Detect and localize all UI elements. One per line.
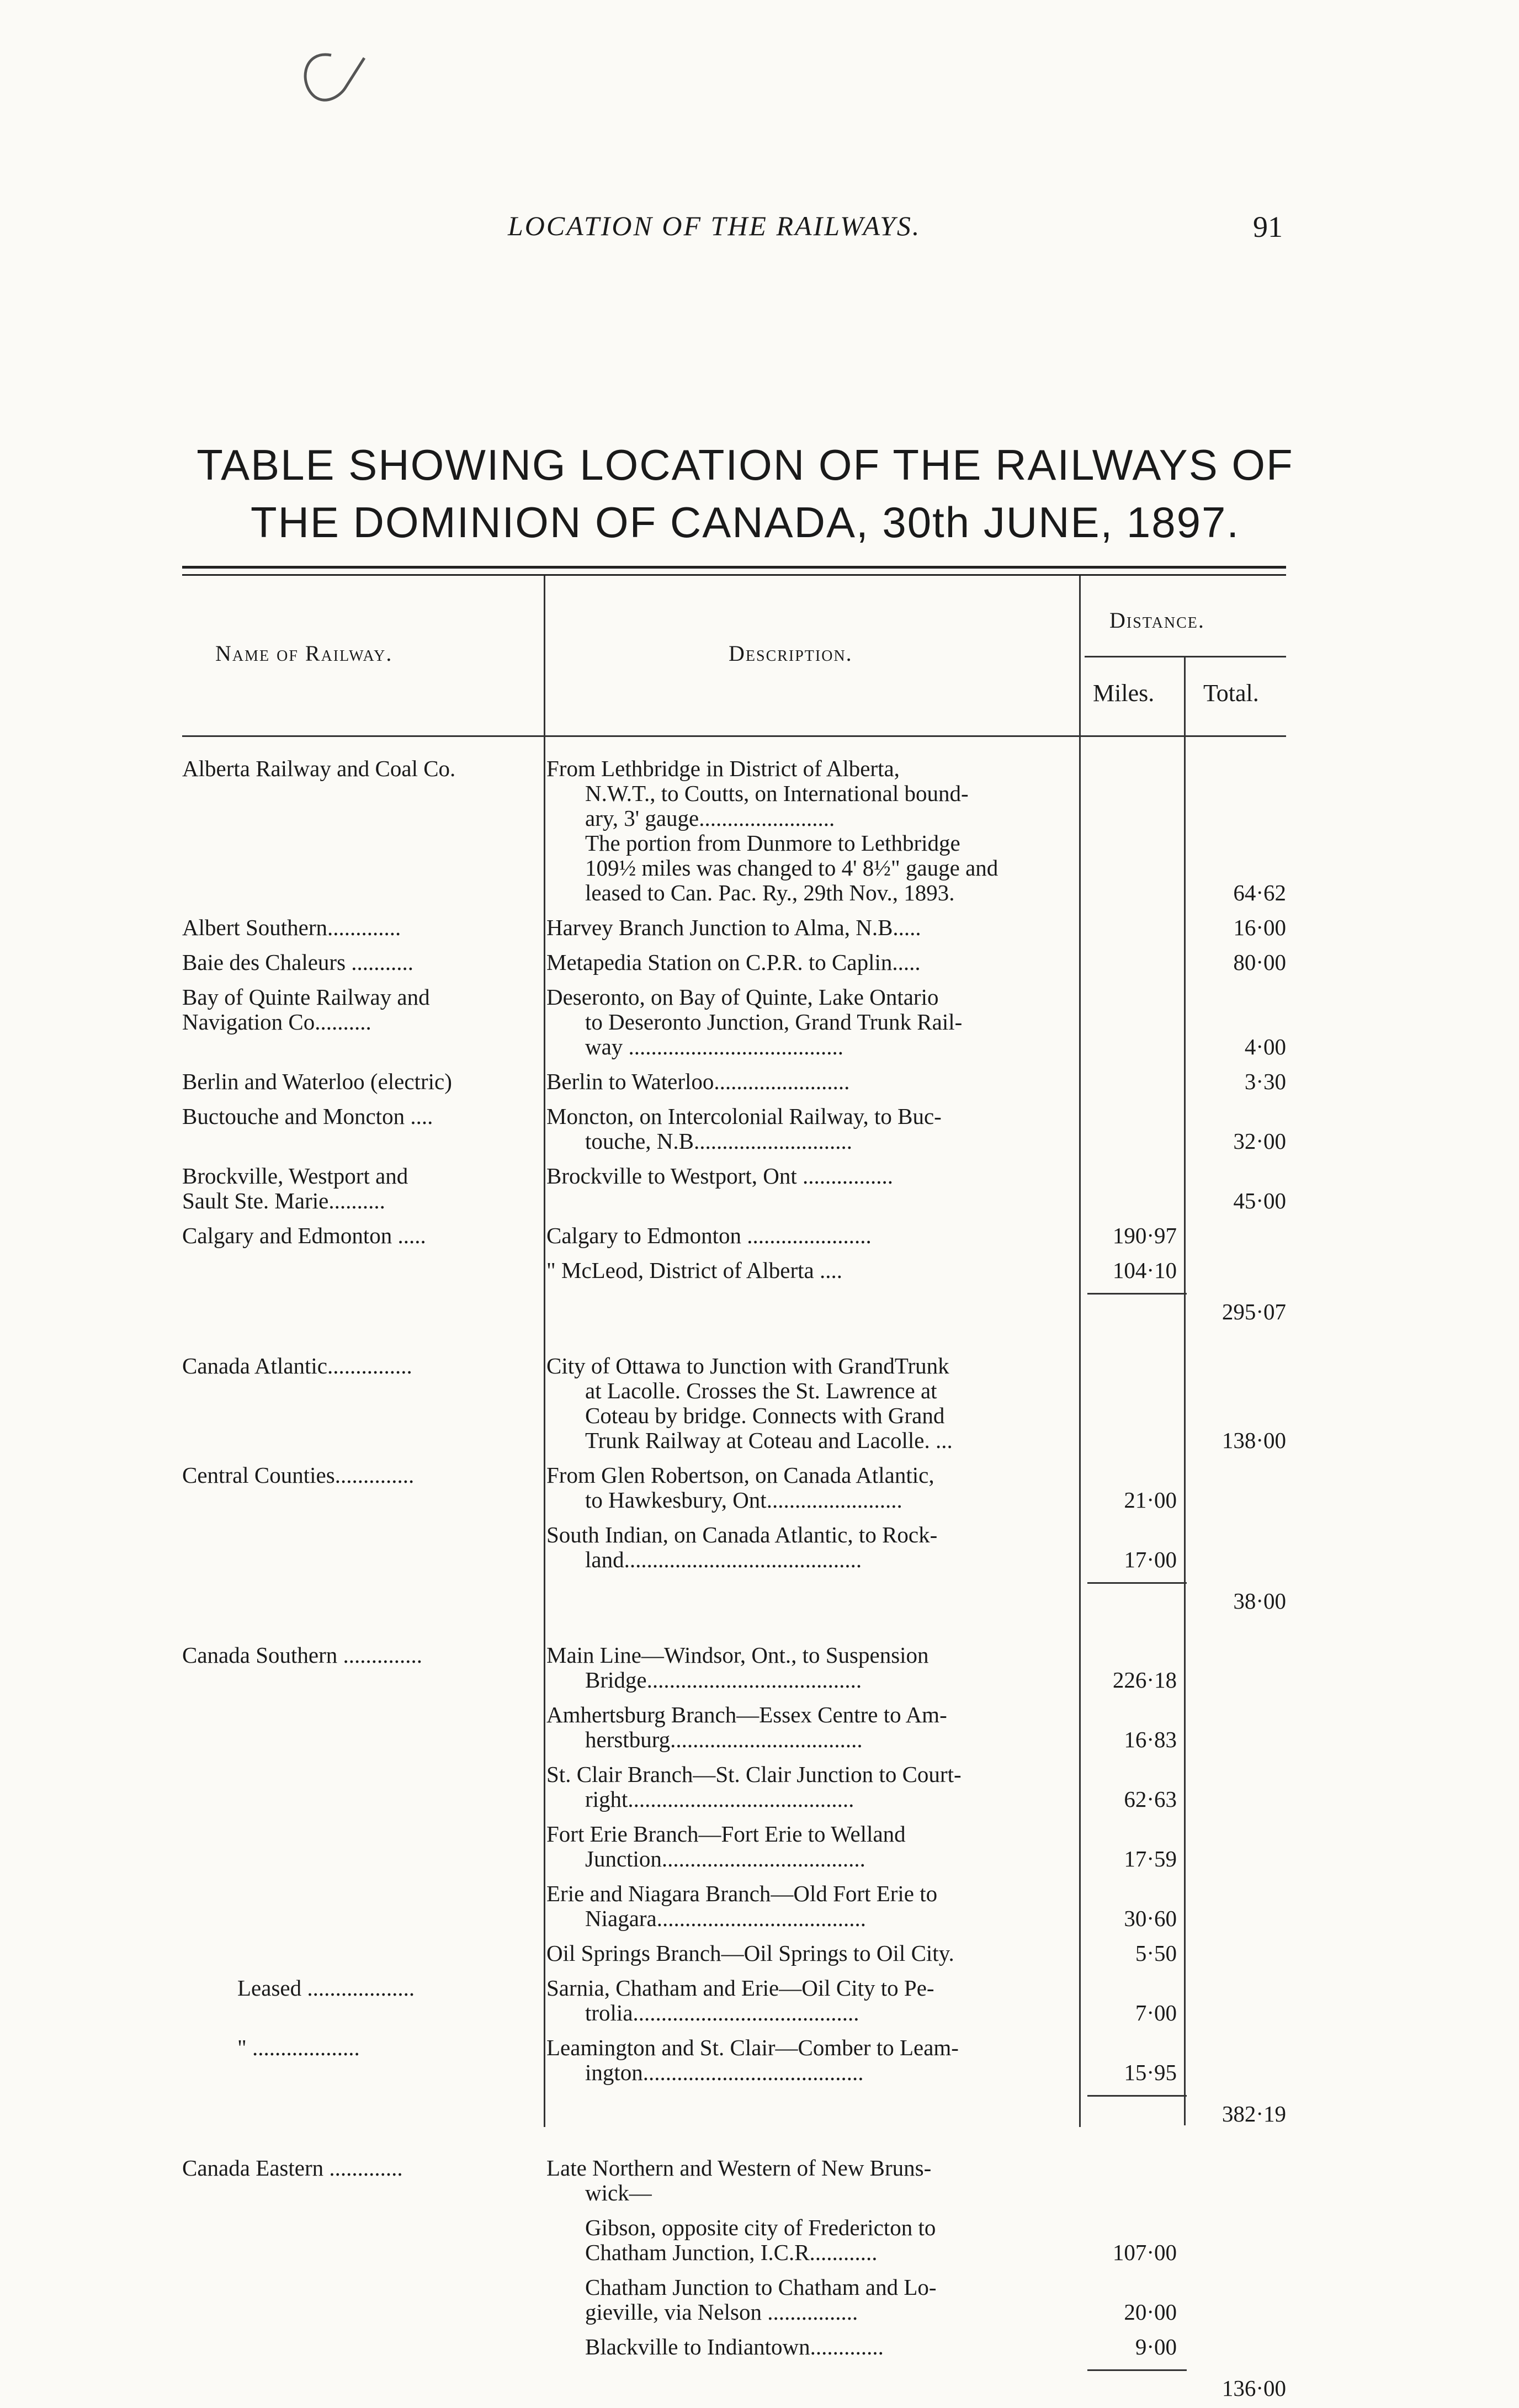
description-line: From Glen Robertson, on Canada Atlantic, xyxy=(546,1462,934,1488)
distance-miles: 9·00 xyxy=(1135,2334,1177,2359)
description-line: herstburg.................................. xyxy=(585,1727,863,1752)
railway-description xyxy=(541,2035,1076,2085)
table-row xyxy=(182,1822,1286,1871)
subtotal-rule xyxy=(1087,2095,1187,2097)
railway-description xyxy=(541,1523,1076,1572)
pencil-mark-icon xyxy=(293,44,370,110)
description-line: Late Northern and Western of New Bruns- xyxy=(546,2155,932,2181)
description-line: Amhertsburg Branch—Essex Centre to Am- xyxy=(546,1702,947,1727)
distance-miles: 15·95 xyxy=(1124,2060,1177,2085)
railway-description xyxy=(541,1976,1076,2025)
description-line: wick— xyxy=(585,2180,652,2205)
description-line: From Lethbridge in District of Alberta, xyxy=(546,756,900,781)
subtotal-rule xyxy=(1087,2369,1187,2371)
description-line: Harvey Branch Junction to Alma, N.B..... xyxy=(546,915,921,940)
distance-header-rule xyxy=(1085,656,1286,657)
description-line: Junction.................................... xyxy=(585,1846,865,1871)
description-line: Chatham Junction, I.C.R............ xyxy=(585,2240,878,2265)
railway-name: Leased ................... xyxy=(237,1975,415,2001)
railway-name: Baie des Chaleurs ........... xyxy=(182,950,414,975)
railway-name xyxy=(182,2215,541,2265)
table-title-line-2: THE DOMINION OF CANADA, 30th JUNE, 1897. xyxy=(250,498,1240,547)
table-row xyxy=(182,2215,1286,2265)
header-miles: Miles. xyxy=(1093,680,1155,707)
table-row xyxy=(182,1881,1286,1931)
railway-description xyxy=(541,1881,1076,1931)
railway-name xyxy=(182,1822,541,1871)
table-row xyxy=(182,2035,1286,2085)
distance-miles: 7·00 xyxy=(1135,2000,1177,2025)
distance-total: 16·00 xyxy=(1233,915,1286,940)
header-description: Description. xyxy=(729,641,853,666)
description-line: Oil Springs Branch—Oil Springs to Oil City. xyxy=(546,1940,954,1966)
distance-total: 4·00 xyxy=(1244,1034,1286,1059)
subtotal-value: 38·00 xyxy=(1233,1588,1286,1614)
table-row xyxy=(182,1463,1286,1513)
table-row xyxy=(182,1941,1286,1966)
distance-miles: 20·00 xyxy=(1124,2299,1177,2325)
railway-description xyxy=(541,1822,1076,1871)
railway-table-body xyxy=(182,756,1286,2408)
description-line: South Indian, on Canada Atlantic, to Rock- xyxy=(546,1522,938,1547)
header-rule-thick xyxy=(182,566,1286,569)
description-line: land.......................................... xyxy=(585,1547,862,1572)
table-row xyxy=(182,1702,1286,1752)
description-line: Moncton, on Intercolonial Railway, to Buc- xyxy=(546,1104,942,1129)
railway-name xyxy=(182,1881,541,1931)
railway-name: Calgary and Edmonton ..... xyxy=(182,1223,426,1248)
table-row xyxy=(182,1069,1286,1094)
header-distance: Distance. xyxy=(1109,608,1205,633)
railway-description xyxy=(541,1463,1076,1513)
distance-total: 45·00 xyxy=(1233,1188,1286,1213)
distance-miles: 190·97 xyxy=(1112,1223,1177,1248)
header-rule-thin xyxy=(182,574,1286,576)
subtotal-rule xyxy=(1087,1582,1187,1584)
description-line: Bridge...................................... xyxy=(585,1667,862,1693)
distance-miles: 104·10 xyxy=(1112,1258,1177,1283)
railway-description xyxy=(541,1702,1076,1752)
subtotal-row xyxy=(182,1293,1286,1326)
description-line: gieville, via Nelson ................ xyxy=(585,2299,858,2325)
railway-name: Albert Southern............. xyxy=(182,915,401,940)
railway-name: Central Counties.............. xyxy=(182,1462,415,1488)
railway-name: Buctouche and Moncton .... xyxy=(182,1104,433,1129)
railway-name xyxy=(182,1258,541,1283)
description-line: to Hawkesbury, Ont........................ xyxy=(585,1487,902,1513)
header-total: Total. xyxy=(1203,680,1259,707)
distance-miles: 5·50 xyxy=(1135,1940,1177,1966)
description-line: ington....................................... xyxy=(585,2060,864,2085)
distance-miles: 21·00 xyxy=(1124,1487,1177,1513)
table-title xyxy=(138,436,1352,551)
table-row xyxy=(182,1762,1286,1812)
railway-name: Canada Atlantic............... xyxy=(182,1353,412,1378)
table-row xyxy=(182,985,1286,1059)
subtotal-value: 382·19 xyxy=(1221,2101,1286,2126)
description-line: to Deseronto Junction, Grand Trunk Rail- xyxy=(585,1009,963,1035)
table-row xyxy=(182,1164,1286,1213)
table-row xyxy=(182,1223,1286,1248)
railway-name xyxy=(182,1702,541,1752)
description-line: Trunk Railway at Coteau and Lacolle. ... xyxy=(585,1428,953,1453)
railway-description xyxy=(541,985,1076,1059)
railway-name xyxy=(182,2335,541,2359)
table-row xyxy=(182,1258,1286,1283)
table-row xyxy=(182,1976,1286,2025)
description-line: Niagara..................................... xyxy=(585,1906,866,1931)
description-line: touche, N.B............................ xyxy=(585,1128,852,1154)
description-line: way ...................................... xyxy=(585,1034,844,1059)
distance-miles: 16·83 xyxy=(1124,1727,1177,1752)
distance-miles: 17·00 xyxy=(1124,1547,1177,1572)
railway-name: Berlin and Waterloo (electric) xyxy=(182,1069,452,1094)
railway-description xyxy=(541,1941,1076,1966)
running-title: LOCATION OF THE RAILWAYS. xyxy=(508,210,921,241)
description-line: N.W.T., to Coutts, on International bound- xyxy=(585,781,969,806)
railway-description xyxy=(541,1354,1076,1453)
railway-name: " ................... xyxy=(237,2035,360,2060)
railway-name xyxy=(182,2275,541,2325)
description-line: trolia........................................ xyxy=(585,2000,859,2025)
table-row xyxy=(182,950,1286,975)
description-line: Chatham Junction to Chatham and Lo- xyxy=(585,2274,937,2300)
description-line: right........................................ xyxy=(585,1786,854,1812)
description-line: Fort Erie Branch—Fort Erie to Welland xyxy=(546,1821,906,1847)
description-line: Calgary to Edmonton ...................... xyxy=(546,1223,872,1248)
table-row xyxy=(182,1523,1286,1572)
subtotal-row xyxy=(182,1582,1286,1615)
distance-total: 138·00 xyxy=(1221,1428,1286,1453)
distance-total: 32·00 xyxy=(1233,1128,1286,1154)
subtotal-rule xyxy=(1087,1293,1187,1295)
description-line: Main Line—Windsor, Ont., to Suspension xyxy=(546,1642,929,1668)
railway-description xyxy=(541,1069,1076,1094)
railway-name xyxy=(182,1523,541,1572)
page-number: 91 xyxy=(1253,210,1283,243)
distance-total: 3·30 xyxy=(1244,1069,1286,1094)
header-name-of-railway: Name of Railway. xyxy=(215,641,393,666)
description-line: Berlin to Waterloo........................ xyxy=(546,1069,850,1094)
table-row xyxy=(182,2156,1286,2205)
railway-name xyxy=(182,1762,541,1812)
description-line: Deseronto, on Bay of Quinte, Lake Ontario xyxy=(546,984,939,1010)
description-line: City of Ottawa to Junction with GrandTrunk xyxy=(546,1353,949,1378)
railway-description xyxy=(541,1762,1076,1812)
railway-description xyxy=(541,2275,1076,2325)
distance-miles: 62·63 xyxy=(1124,1786,1177,1812)
distance-miles: 30·60 xyxy=(1124,1906,1177,1931)
railway-description xyxy=(541,950,1076,975)
railway-description xyxy=(541,1643,1076,1693)
railway-name: Bay of Quinte Railway and Navigation Co.......... xyxy=(182,984,430,1035)
description-line: Sarnia, Chatham and Erie—Oil City to Pe- xyxy=(546,1975,934,2001)
table-row xyxy=(182,2275,1286,2325)
distance-total: 64·62 xyxy=(1233,880,1286,905)
description-line: at Lacolle. Crosses the St. Lawrence at xyxy=(585,1378,937,1403)
distance-miles: 17·59 xyxy=(1124,1846,1177,1871)
description-line: Blackville to Indiantown............. xyxy=(585,2334,884,2359)
railway-description xyxy=(541,756,1076,905)
railway-description xyxy=(541,1104,1076,1154)
railway-description xyxy=(541,1258,1076,1283)
distance-miles: 226·18 xyxy=(1112,1667,1177,1693)
railway-description xyxy=(541,2215,1076,2265)
description-line: leased to Can. Pac. Ry., 29th Nov., 1893. xyxy=(585,880,955,905)
description-line: Leamington and St. Clair—Comber to Leam- xyxy=(546,2035,959,2060)
railway-name: Brockville, Westport and Sault Ste. Marie.......... xyxy=(182,1163,408,1213)
distance-miles: 107·00 xyxy=(1112,2240,1177,2265)
description-line: The portion from Dunmore to Lethbridge xyxy=(585,830,960,856)
distance-total: 80·00 xyxy=(1233,950,1286,975)
description-line: " McLeod, District of Alberta .... xyxy=(546,1258,842,1283)
railway-name xyxy=(182,1941,541,1966)
table-row xyxy=(182,2335,1286,2359)
table-title-line-1: TABLE SHOWING LOCATION OF THE RAILWAYS OF xyxy=(196,441,1294,489)
description-line: ary, 3' gauge........................ xyxy=(585,805,835,831)
table-row xyxy=(182,1643,1286,1693)
header-bottom-rule xyxy=(182,735,1286,737)
railway-name: Canada Southern .............. xyxy=(182,1642,422,1668)
railway-description xyxy=(541,1164,1076,1213)
description-line: Gibson, opposite city of Fredericton to xyxy=(585,2215,936,2240)
description-line: Coteau by bridge. Connects with Grand xyxy=(585,1403,945,1428)
description-line: Metapedia Station on C.P.R. to Caplin..... xyxy=(546,950,921,975)
description-line: Brockville to Westport, Ont ................ xyxy=(546,1163,893,1189)
railway-name: Alberta Railway and Coal Co. xyxy=(182,756,456,781)
railway-description xyxy=(541,2156,1076,2205)
description-line: 109½ miles was changed to 4' 8½" gauge and xyxy=(585,855,998,881)
description-line: Erie and Niagara Branch—Old Fort Erie to xyxy=(546,1881,938,1906)
subtotal-row xyxy=(182,2369,1286,2402)
subtotal-row xyxy=(182,2095,1286,2128)
railway-description xyxy=(541,2335,1076,2359)
railway-description xyxy=(541,1223,1076,1248)
running-head xyxy=(0,210,1519,254)
railway-name: Canada Eastern ............. xyxy=(182,2155,403,2181)
description-line: St. Clair Branch—St. Clair Junction to Court- xyxy=(546,1762,962,1787)
table-row xyxy=(182,1104,1286,1154)
subtotal-value: 295·07 xyxy=(1221,1299,1286,1324)
table-row xyxy=(182,756,1286,905)
table-row xyxy=(182,1354,1286,1453)
subtotal-value: 136·00 xyxy=(1221,2375,1286,2401)
table-row xyxy=(182,915,1286,940)
railway-description xyxy=(541,915,1076,940)
